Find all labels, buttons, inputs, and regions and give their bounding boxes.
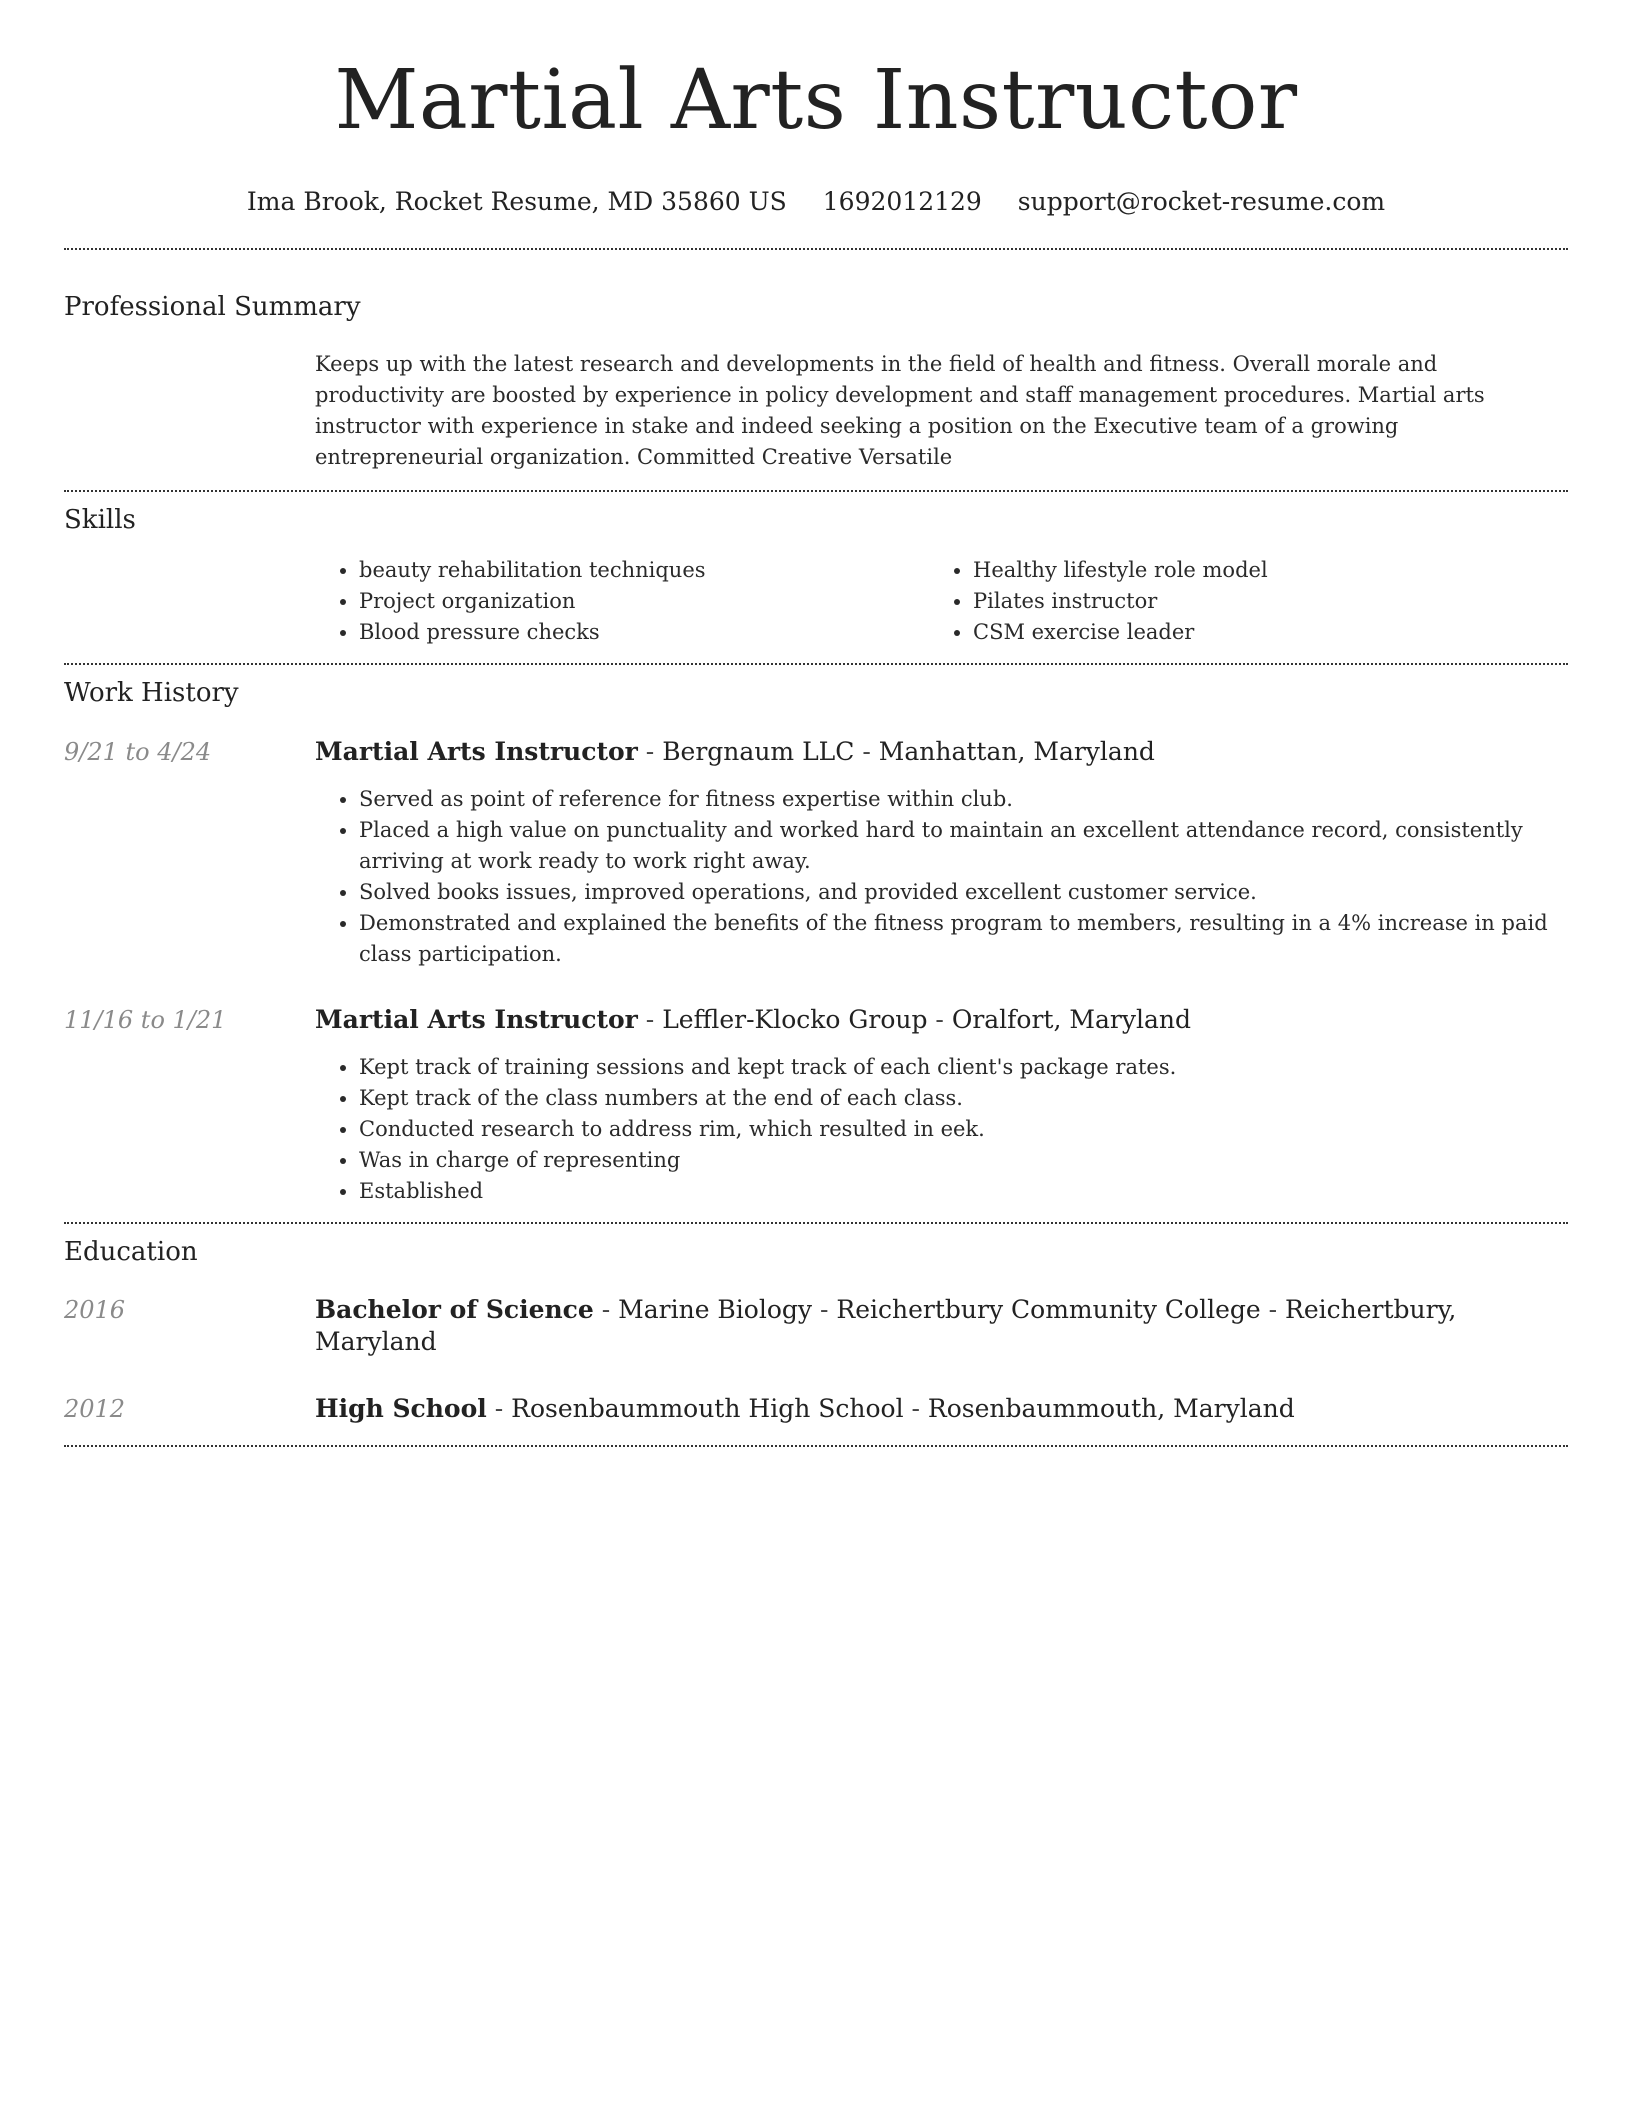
education-location: Rosenbaummouth, Maryland — [927, 1394, 1295, 1423]
separator: - — [812, 1295, 837, 1324]
job-heading — [315, 1004, 1568, 1036]
contact-line — [64, 186, 1568, 218]
job-bullet: • Conducted research to address rim, which resulted in eek. — [359, 1114, 1568, 1145]
education-year: 2016 — [64, 1296, 126, 1324]
skills-list-left — [315, 555, 929, 648]
job-bullet: • Kept track of the class numbers at the end of each class. — [359, 1083, 1568, 1114]
work-history-section — [64, 665, 1568, 1222]
section-title-work: Work History — [64, 678, 239, 708]
job-bullet: • Was in charge of representing — [359, 1145, 1568, 1176]
section-title-education: Education — [64, 1237, 198, 1267]
skill-item: • beauty rehabilitation techniques — [359, 555, 929, 586]
job-details — [315, 1004, 1568, 1207]
summary-text: Keeps up with the latest research and developments in the field of health and fitness. Overall morale and productivity are boosted by experience in policy development and staff management procedures. Martial arts instructor with experience in stake and indeed seeking a position on the Executive team of a growing entrepreneurial organization. Committed Creative Versatile — [315, 352, 1485, 469]
separator: - — [903, 1394, 928, 1423]
job-location: Manhattan, Maryland — [878, 737, 1155, 766]
skill-item: • Healthy lifestyle role model — [973, 555, 1543, 586]
job-bullets — [315, 1052, 1568, 1207]
job-company: Bergnaum LLC — [662, 737, 855, 766]
separator: - — [637, 1005, 663, 1034]
job-bullet: • Established — [359, 1176, 1568, 1207]
section-title-skills: Skills — [64, 505, 136, 535]
separator: - — [854, 737, 879, 766]
education-details — [315, 1294, 1568, 1358]
skills-columns — [315, 537, 1568, 663]
separator: - — [1260, 1295, 1286, 1324]
job-entry — [64, 970, 1568, 1207]
education-school: Rosenbaummouth High School — [511, 1394, 904, 1423]
skills-list-right — [929, 555, 1543, 648]
education-details — [315, 1393, 1295, 1425]
skill-item: • Blood pressure checks — [359, 617, 929, 648]
divider — [64, 1445, 1568, 1447]
job-bullet: • Demonstrated and explained the benefits of the fitness program to members, resulting in a 4% increase in paid class participation. — [359, 908, 1568, 970]
job-entry — [64, 710, 1568, 970]
job-bullet: • Placed a high value on punctuality and worked hard to maintain an excellent attendance record, consistently arriving at work ready to work right away. — [359, 815, 1568, 877]
job-bullet: • Kept track of training sessions and kept track of each client's package rates. — [359, 1052, 1568, 1083]
contact-email: support@rocket-resume.com — [1017, 187, 1386, 216]
skill-item: • Pilates instructor — [973, 586, 1543, 617]
contact-phone: 1692012129 — [822, 187, 982, 216]
job-role: Martial Arts Instructor — [315, 737, 638, 766]
education-section — [64, 1224, 1568, 1445]
skills-section — [64, 492, 1568, 663]
job-heading — [315, 736, 1568, 768]
separator: - — [593, 1295, 619, 1324]
education-degree: High School — [315, 1394, 487, 1423]
section-title-summary: Professional Summary — [64, 292, 361, 322]
job-details — [315, 736, 1568, 970]
education-field: Marine Biology — [618, 1295, 813, 1324]
education-entry — [64, 1358, 1568, 1425]
education-school: Reichertbury Community College — [836, 1295, 1261, 1324]
education-location: Reichertbury, Maryland — [315, 1295, 1457, 1356]
education-entry — [64, 1269, 1568, 1358]
job-role: Martial Arts Instructor — [315, 1005, 638, 1034]
resume-title: Martial Arts Instructor — [334, 53, 1298, 148]
separator: - — [637, 737, 663, 766]
skill-item: • Project organization — [359, 586, 929, 617]
resume-header — [64, 0, 1568, 218]
job-company: Leffler-Klocko Group — [662, 1005, 928, 1034]
job-dates: 11/16 to 1/21 — [64, 1006, 227, 1034]
contact-address: Ima Brook, Rocket Resume, MD 35860 US — [246, 187, 787, 216]
professional-summary-section — [64, 250, 1568, 490]
separator: - — [486, 1394, 512, 1423]
job-bullet: • Served as point of reference for fitness expertise within club. — [359, 784, 1568, 815]
education-year: 2012 — [64, 1395, 126, 1423]
job-bullets — [315, 784, 1568, 970]
separator: - — [927, 1005, 952, 1034]
job-dates: 9/21 to 4/24 — [64, 738, 212, 766]
job-location: Oralfort, Maryland — [951, 1005, 1191, 1034]
job-bullet: • Solved books issues, improved operations, and provided excellent customer service. — [359, 877, 1568, 908]
skill-item: • CSM exercise leader — [973, 617, 1543, 648]
education-degree: Bachelor of Science — [315, 1295, 594, 1324]
